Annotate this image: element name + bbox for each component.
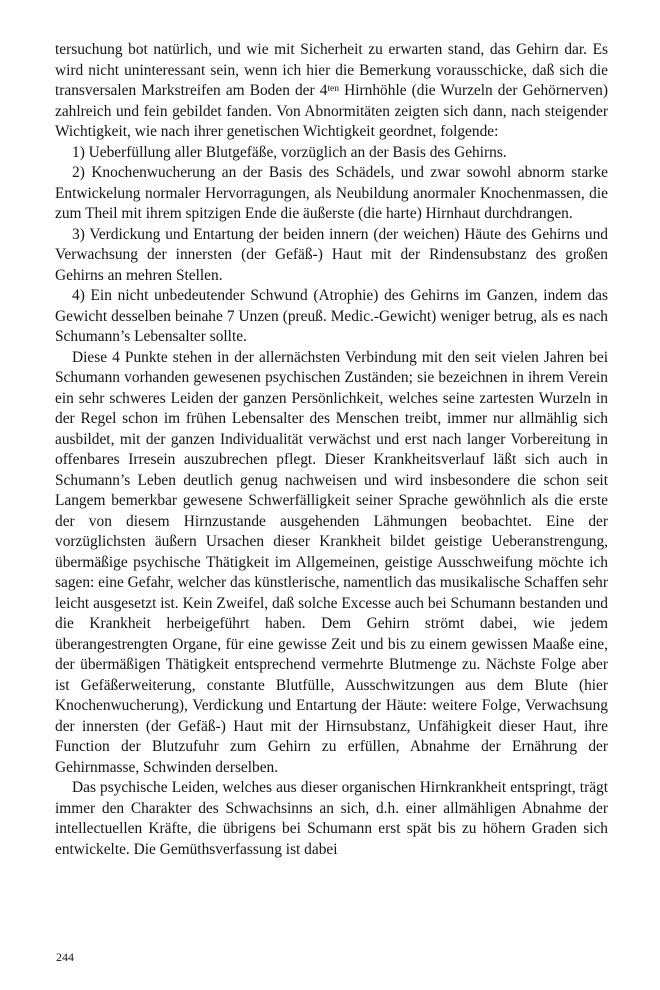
list-item-1: [55, 143, 608, 164]
list-item-4: [55, 286, 608, 348]
list-item-2: [55, 163, 608, 225]
body-text: 2) Knochenwucherung an der Basis des Schädels, und zwar sowohl abnorm starke Entwickelung normaler Hervorragungen, als Neubildung anormaler Knochenmassen, die zum Theil mit ihrem spitzigen Ende die äußerste (die harte) Hirnhaut durchdrangen.: [55, 164, 608, 222]
superscript-text: ten: [327, 82, 340, 94]
page-text: [55, 40, 608, 860]
body-text: tersuchung bot natürlich, und wie mit Sicherheit zu erwarten stand, das Gehirn dar. Es wird nicht uninteressant sein, wenn ich hier die Bemerkung vorausschicke, daß sich die transversalen Markstreifen am Boden der 4: [55, 41, 608, 99]
paragraph-four-points: [55, 348, 608, 779]
body-text: Hirnhöhle (die Wurzeln der Gehörnerven) zahlreich und fein gebildet fanden. Von Abnormitäten zeigten sich dann, nach steigender Wichtigkeit, wie nach ihrer genetischen Wichtigkeit geordnet, folgende:: [55, 82, 608, 140]
body-text: Diese 4 Punkte stehen in der allernächsten Verbindung mit den seit vielen Jahren bei Schumann vorhanden gewesenen psychischen Zuständen; sie bezeichnen in ihrem Verein ein sehr schweres Leiden der ganzen Persönlichkeit, welches seine zartesten Wurzeln in der Regel schon im frühen Lebensalter des Menschen treibt, immer nur allmählig sich ausbildet, mit der ganzen Individualität verwächst und erst nach langer Vorbereitung in offenbares Irresein auszubrechen pflegt. Dieser Krankheitsverlauf läßt sich auch in Schumann’s Leben deutlich genug nachweisen und wird insbesondere die schon seit Langem bemerkbar gewesene Schwerfälligkeit seiner Sprache gewöhnlich als die erste der von diesem Hirnzustande ausgehenden Lähmungen beobachtet. Eine der vorzüglichsten äußern Ursachen dieser Krankheit bildet geistige Ueberanstrengung, übermäßige psychische Thätigkeit im Allgemeinen, geistige Ausschweifung möchte ich sagen: eine Gefahr, welcher das künstlerische, namentlich das musikalische Schaffen sehr leicht ausgesetzt ist. Kein Zweifel, daß solche Excesse auch bei Schumann bestanden und die Krankheit herbeigeführt haben. Dem Gehirn strömt dabei, wie jedem überangestrengten Organe, für eine gewisse Zeit und bis zu einem gewissen Maaße eine, der übermäßigen Thätigkeit entsprechend vermehrte Blutmenge zu. Nächste Folge aber ist Gefäßerweiterung, constante Blutfülle, Ausschwitzungen aus dem Blute (hier Knochenwucherung), Verdickung und Entartung der Häute: weitere Folge, Verwachsung der innersten (der Gefäß-) Haut mit der Hirnsubstanz, Unfähigkeit dieser Haut, ihre Function der Blutzufuhr zum Gehirn zu erfüllen, Abnahme der Ernährung der Gehirnmasse, Schwinden derselben.: [55, 348, 608, 776]
body-text: 4) Ein nicht unbedeutender Schwund (Atrophie) des Gehirns im Ganzen, indem das Gewicht desselben beinahe 7 Unzen (preuß. Medic.-Gewicht) weniger betrug, als es nach Schumann’s Lebensalter sollte.: [55, 287, 608, 345]
list-item-3: [55, 225, 608, 287]
body-text: 3) Verdickung und Entartung der beiden innern (der weichen) Häute des Gehirns und Verwachsung der innersten (der Gefäß-) Haut mit der Rindensubstanz des großen Gehirns an mehren Stellen.: [55, 225, 608, 284]
paragraph-intro: [55, 40, 608, 143]
body-text: Das psychische Leiden, welches aus dieser organischen Hirnkrankheit entspringt, trägt immer den Charakter des Schwachsinns an sich, d.h. einer allmähligen Abnahme der intellectuellen Kräfte, die übrigens bei Schumann erst spät bis zu höhern Graden sich entwickelte. Die Gemüthsverfassung ist dabei: [55, 779, 608, 858]
body-text: 1) Ueberfüllung aller Blutgefäße, vorzüglich an der Basis des Gehirns.: [72, 143, 507, 161]
paragraph-psychic-suffering: [55, 778, 608, 860]
page-number: 244: [56, 950, 74, 964]
